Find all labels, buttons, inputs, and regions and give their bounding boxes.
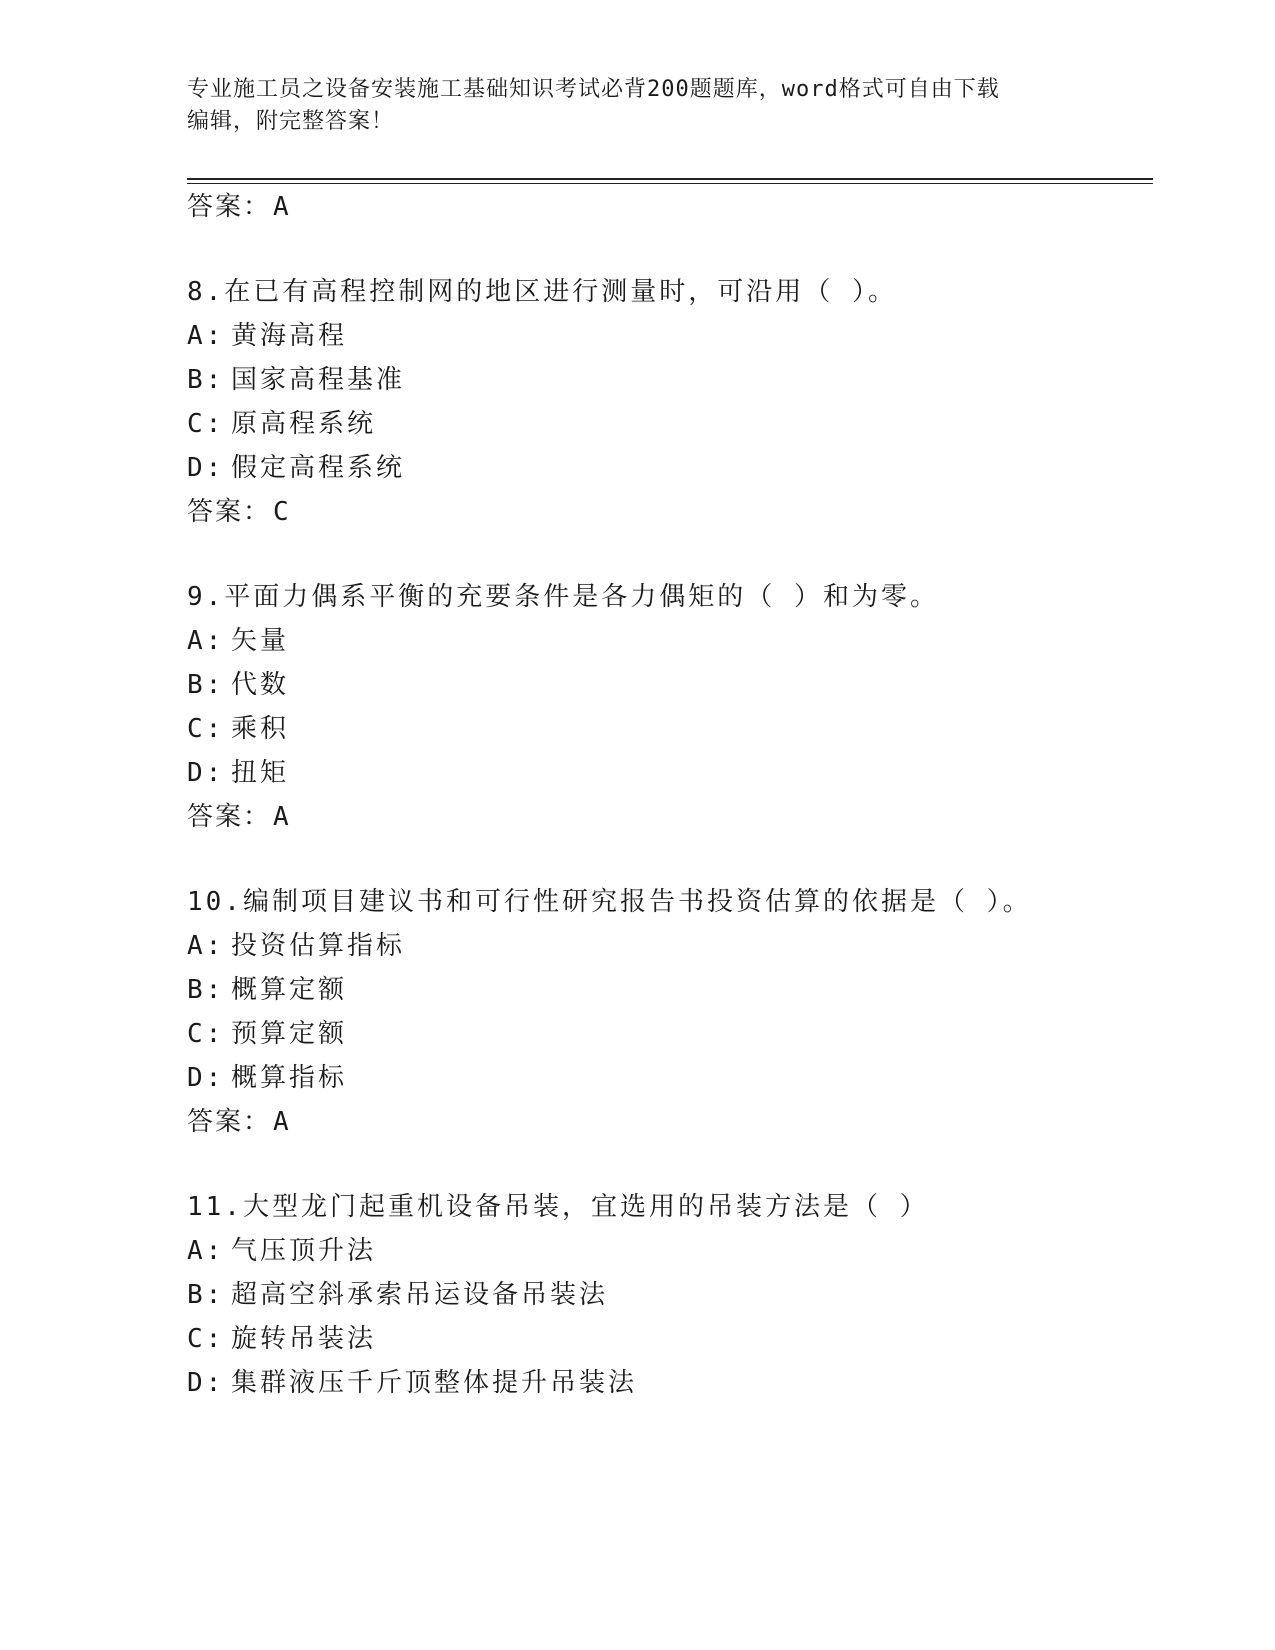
option-key: D:	[187, 453, 225, 483]
question-stem-10: 10.编制项目建议书和可行性研究报告书投资估算的依据是（ ）。	[187, 887, 1032, 917]
option-key: D:	[187, 1368, 225, 1398]
option-11-a	[187, 1236, 376, 1266]
option-key: B:	[187, 975, 225, 1005]
header-line-1: 专业施工员之设备安装施工基础知识考试必背200题题库，word格式可自由下载	[187, 77, 1000, 102]
option-text: 预算定额	[231, 1019, 348, 1049]
option-text: 气压顶升法	[231, 1236, 377, 1266]
option-key: C:	[187, 714, 225, 744]
option-9-a	[187, 626, 289, 656]
option-key: A:	[187, 626, 225, 656]
answer-line-prev	[187, 192, 291, 222]
option-text: 国家高程基准	[231, 365, 406, 395]
header-divider-thick	[187, 178, 1153, 180]
option-text: 概算定额	[231, 975, 348, 1005]
answer-value: C	[273, 497, 291, 527]
option-key: B:	[187, 365, 225, 395]
option-10-a	[187, 931, 405, 961]
option-9-d	[187, 758, 289, 788]
answer-line-8	[187, 497, 291, 527]
option-text: 乘积	[231, 714, 290, 744]
answer-prefix: 答案：	[187, 1107, 272, 1137]
option-9-c	[187, 714, 289, 744]
option-key: B:	[187, 670, 225, 700]
option-key: D:	[187, 1063, 225, 1093]
option-11-b	[187, 1280, 608, 1310]
option-key: B:	[187, 1280, 225, 1310]
option-text: 原高程系统	[231, 409, 377, 439]
option-text: 投资估算指标	[231, 931, 406, 961]
option-text: 代数	[231, 670, 290, 700]
answer-value: A	[273, 1107, 291, 1137]
option-text: 黄海高程	[231, 321, 348, 351]
option-8-d	[187, 453, 405, 483]
answer-prefix: 答案：	[187, 192, 272, 222]
option-10-d	[187, 1063, 347, 1093]
option-key: A:	[187, 931, 225, 961]
option-key: A:	[187, 321, 225, 351]
answer-prefix: 答案：	[187, 497, 272, 527]
option-key: A:	[187, 1236, 225, 1266]
option-11-c	[187, 1324, 376, 1354]
question-stem-11: 11.大型龙门起重机设备吊装，宜选用的吊装方法是（ ）	[187, 1192, 929, 1222]
answer-value: A	[273, 192, 291, 222]
option-key: D:	[187, 758, 225, 788]
question-stem-8: 8.在已有高程控制网的地区进行测量时，可沿用（ ）。	[187, 277, 897, 307]
option-11-d	[187, 1368, 637, 1398]
header-line-2: 编辑，附完整答案！	[187, 109, 395, 134]
option-10-c	[187, 1019, 347, 1049]
header-divider-thin	[187, 183, 1153, 184]
option-text: 假定高程系统	[231, 453, 406, 483]
answer-prefix: 答案：	[187, 802, 272, 832]
option-10-b	[187, 975, 347, 1005]
option-text: 超高空斜承索吊运设备吊装法	[231, 1280, 609, 1310]
option-text: 旋转吊装法	[231, 1324, 377, 1354]
option-9-b	[187, 670, 289, 700]
option-8-c	[187, 409, 376, 439]
option-8-a	[187, 321, 347, 351]
answer-line-9	[187, 802, 291, 832]
option-text: 概算指标	[231, 1063, 348, 1093]
option-text: 集群液压千斤顶整体提升吊装法	[231, 1368, 638, 1398]
option-text: 扭矩	[231, 758, 290, 788]
answer-value: A	[273, 802, 291, 832]
option-key: C:	[187, 1019, 225, 1049]
document-header	[187, 74, 1087, 138]
answer-line-10	[187, 1107, 291, 1137]
option-key: C:	[187, 1324, 225, 1354]
option-8-b	[187, 365, 405, 395]
option-text: 矢量	[231, 626, 290, 656]
option-key: C:	[187, 409, 225, 439]
question-stem-9: 9.平面力偶系平衡的充要条件是各力偶矩的（ ）和为零。	[187, 582, 939, 612]
